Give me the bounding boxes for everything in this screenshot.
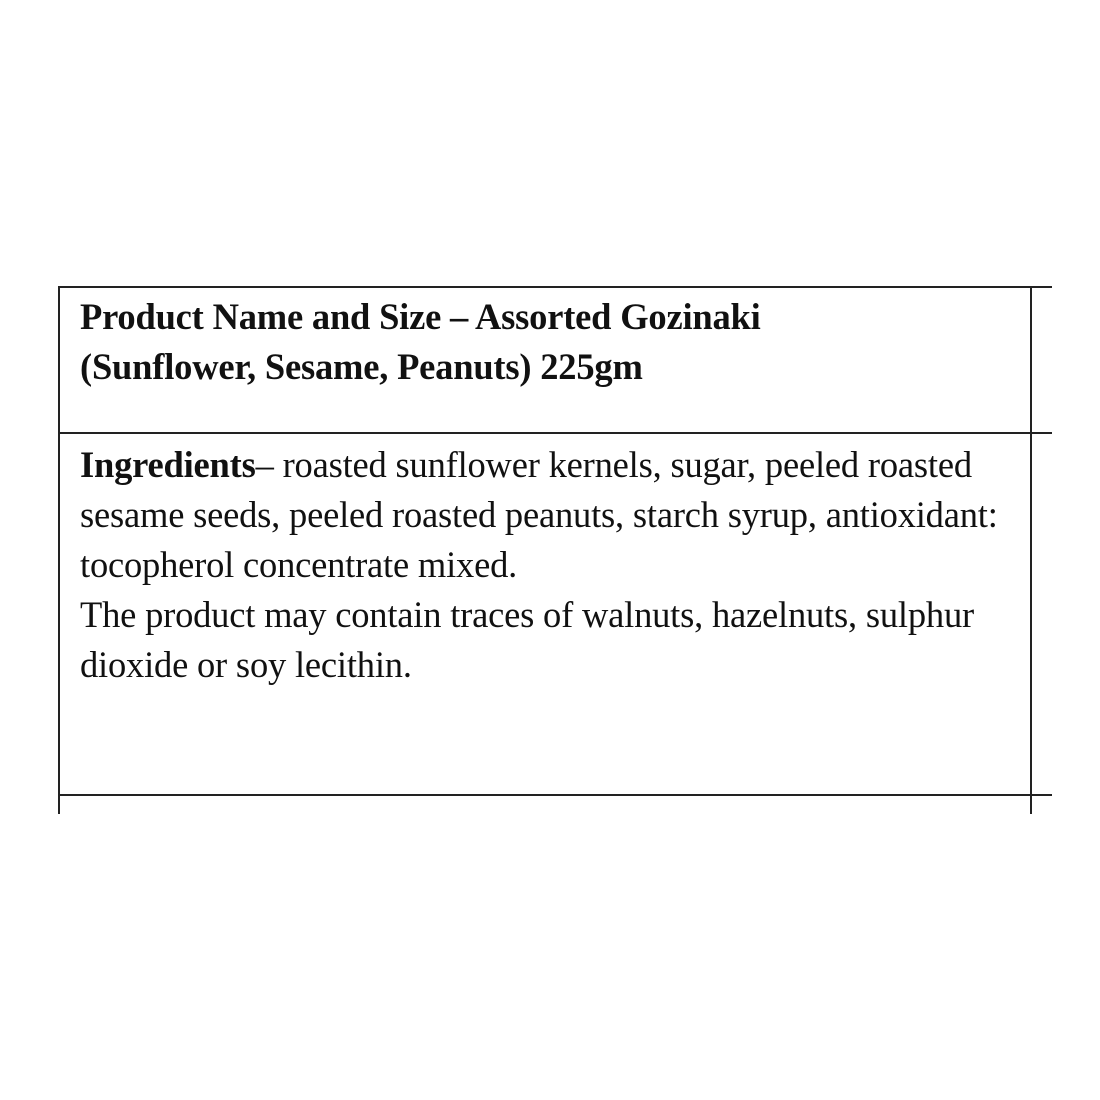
row-divider-1 <box>58 432 1052 434</box>
row-divider-2 <box>58 794 1052 796</box>
product-name-cell <box>80 292 1020 392</box>
label-table-crop <box>58 286 1052 814</box>
product-name-line1: Product Name and Size – Assorted Gozinaki <box>80 296 761 337</box>
allergen-note: The product may contain traces of walnuts, hazelnuts, sulphur dioxide or soy lecithin. <box>80 594 974 685</box>
ingredients-label: Ingredients <box>80 444 256 485</box>
table-left-border <box>58 286 60 814</box>
ingredients-cell <box>80 440 1020 690</box>
product-name-line2: (Sunflower, Sesame, Peanuts) 225gm <box>80 346 643 387</box>
column-divider <box>1030 286 1032 814</box>
ingredients-text: – roasted sunflower kernels, sugar, peeled roasted sesame seeds, peeled roasted peanuts, starch syrup, antioxidant: tocopherol concentrate mixed. <box>80 444 998 585</box>
ingredients-paragraph <box>80 440 1020 590</box>
table-top-border <box>58 286 1052 288</box>
